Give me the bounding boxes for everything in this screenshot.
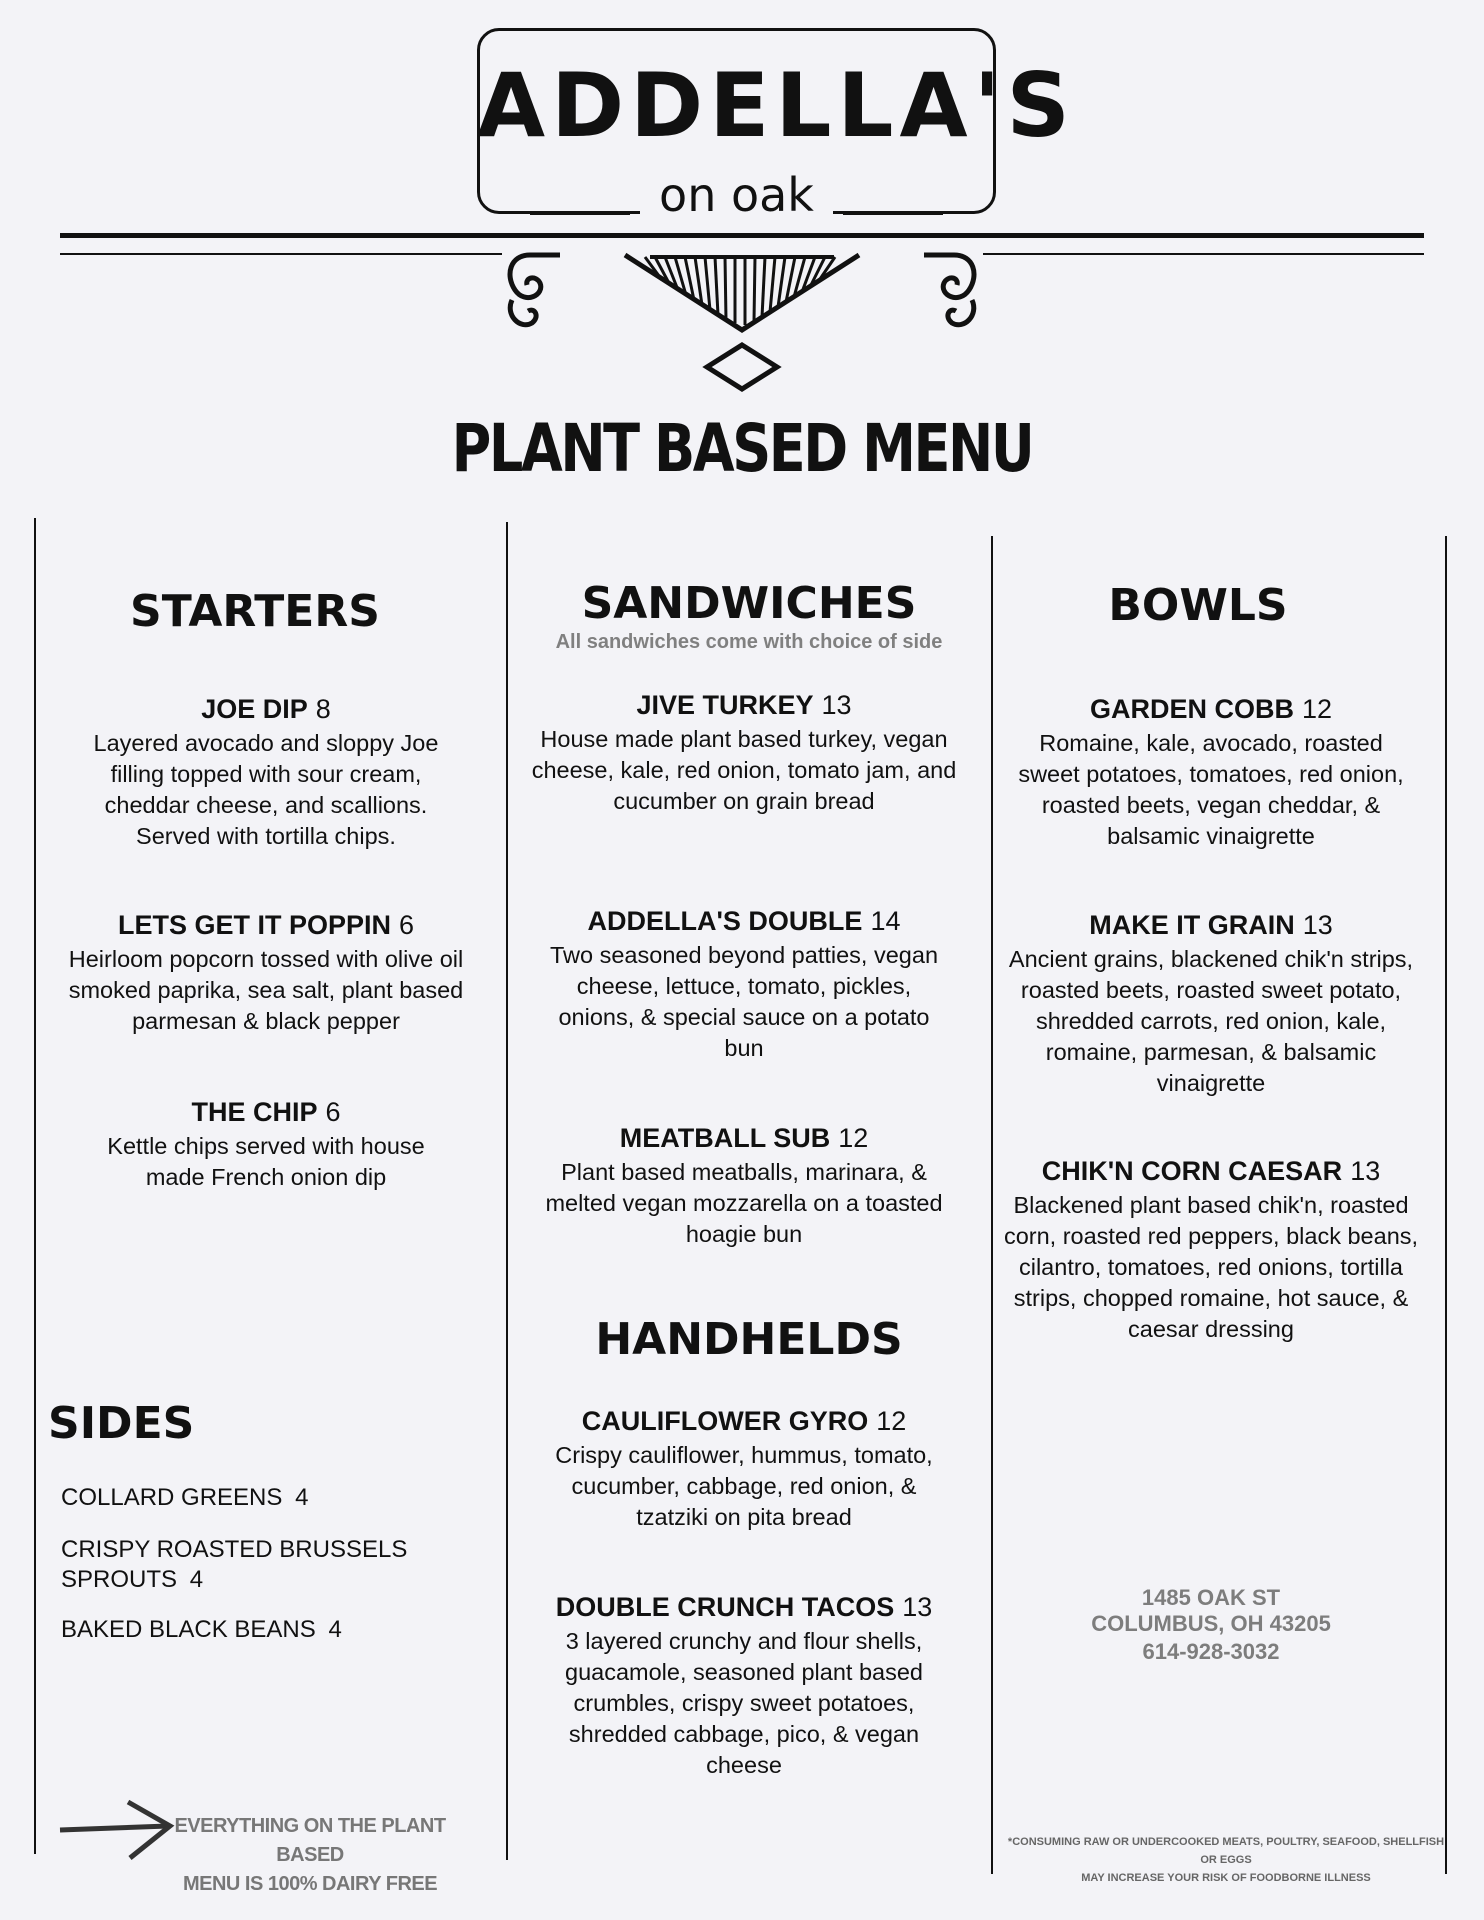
item-name: LETS GET IT POPPIN bbox=[117, 910, 391, 940]
menu-item bbox=[56, 908, 476, 1037]
address-street: 1485 OAK ST bbox=[1141, 1585, 1281, 1610]
address-city: COLUMBUS, OH 43205 bbox=[1091, 1611, 1331, 1636]
menu-item bbox=[56, 692, 476, 852]
logo-sub-rule-left bbox=[530, 213, 630, 215]
item-name: DOUBLE CRUNCH TACOS bbox=[555, 1592, 895, 1622]
side-item bbox=[61, 1483, 461, 1513]
item-name: MEATBALL SUB bbox=[619, 1123, 831, 1153]
menu-item bbox=[1003, 692, 1419, 852]
item-price: 4 bbox=[295, 1484, 309, 1511]
brand-name: ADDELLA'S bbox=[477, 54, 1076, 157]
warning-line2: MAY INCREASE YOUR RISK OF FOODBORNE ILLNESS bbox=[1081, 1872, 1371, 1884]
item-description: Plant based meatballs, marinara, & melted vegan mozzarella on a toasted hoagie bun bbox=[545, 1159, 943, 1247]
dairy-note-line1: EVERYTHING ON THE PLANT BASED bbox=[174, 1815, 446, 1866]
item-price: 6 bbox=[399, 910, 415, 940]
bowls-title: BOWLS bbox=[1108, 580, 1288, 631]
sandwiches-subtitle: All sandwiches come with choice of side bbox=[555, 631, 943, 653]
item-description: Romaine, kale, avocado, roasted sweet potatoes, tomatoes, red onion, roasted beets, vegan cheddar, & balsamic vinaigrette bbox=[1018, 730, 1404, 849]
item-price: 13 bbox=[1350, 1156, 1381, 1186]
item-name: MAKE IT GRAIN bbox=[1089, 910, 1295, 940]
warning-line1: *CONSUMING RAW OR UNDERCOOKED MEATS, POULTRY, SEAFOOD, SHELLFISH OR EGGS bbox=[1007, 1836, 1445, 1866]
item-price: 8 bbox=[315, 694, 331, 724]
item-price: 12 bbox=[1301, 694, 1333, 724]
menu-item bbox=[528, 904, 960, 1064]
item-price: 13 bbox=[902, 1592, 933, 1622]
menu-item bbox=[528, 688, 960, 817]
item-name: CAULIFLOWER GYRO bbox=[581, 1406, 869, 1436]
dairy-note-line2: MENU IS 100% DAIRY FREE bbox=[182, 1873, 438, 1895]
item-description: Blackened plant based chik'n, roasted corn, roasted red peppers, black beans, cilantro, tomatoes, red onions, tortilla strips, chopped romaine, hot sauce, & caesar dressing bbox=[1003, 1192, 1419, 1342]
logo-sub-rule-right bbox=[843, 213, 943, 215]
item-name: COLLARD GREENS bbox=[61, 1484, 283, 1511]
item-price: 6 bbox=[325, 1097, 341, 1127]
column-divider bbox=[1445, 536, 1447, 1874]
menu-item bbox=[528, 1404, 960, 1533]
restaurant-address bbox=[1003, 1585, 1419, 1665]
menu-item bbox=[1003, 1154, 1419, 1345]
item-name: ADDELLA'S DOUBLE bbox=[587, 906, 863, 936]
header-rule-thick bbox=[60, 233, 1424, 238]
consumption-warning bbox=[1003, 1833, 1449, 1887]
item-price: 13 bbox=[821, 690, 852, 720]
page-title: PLANT BASED MENU bbox=[451, 410, 1033, 487]
starters-title: STARTERS bbox=[130, 586, 380, 637]
side-item bbox=[61, 1535, 421, 1595]
sides-title: SIDES bbox=[48, 1398, 195, 1449]
menu-item bbox=[56, 1095, 476, 1193]
column-divider bbox=[506, 522, 508, 1860]
address-phone: 614-928-3032 bbox=[1142, 1639, 1280, 1664]
column-divider bbox=[34, 518, 36, 1854]
item-description: Two seasoned beyond patties, vegan cheese, lettuce, tomato, pickles, onions, & special sauce on a potato bun bbox=[549, 942, 939, 1061]
art-deco-ornament-icon bbox=[500, 245, 984, 395]
dairy-free-note bbox=[160, 1812, 460, 1899]
item-name: CRISPY ROASTED BRUSSELS SPROUTS bbox=[61, 1536, 408, 1593]
sandwiches-title: SANDWICHES bbox=[581, 578, 917, 629]
side-item bbox=[61, 1615, 461, 1645]
item-name: THE CHIP bbox=[191, 1097, 318, 1127]
menu-item bbox=[1003, 908, 1419, 1099]
item-description: Ancient grains, blackened chik'n strips, roasted beets, roasted sweet potato, shredded carrots, red onion, kale, romaine, parmesan, & balsamic vinaigrette bbox=[1008, 946, 1414, 1096]
item-price: 12 bbox=[876, 1406, 907, 1436]
handhelds-title: HANDHELDS bbox=[595, 1314, 903, 1365]
item-price: 14 bbox=[870, 906, 901, 936]
item-name: GARDEN COBB bbox=[1089, 694, 1294, 724]
brand-sub: on oak bbox=[640, 172, 833, 218]
header-rule-thin-left bbox=[60, 253, 502, 255]
item-price: 4 bbox=[328, 1616, 342, 1643]
item-description: Heirloom popcorn tossed with olive oil smoked paprika, sea salt, plant based parmesan & black pepper bbox=[68, 946, 464, 1034]
column-divider bbox=[991, 536, 993, 1874]
item-price: 13 bbox=[1302, 910, 1333, 940]
item-description: Layered avocado and sloppy Joe filling topped with sour cream, cheddar cheese, and scallions. Served with tortilla chips. bbox=[93, 730, 439, 849]
header-rule-thin-right bbox=[983, 253, 1424, 255]
menu-item bbox=[528, 1590, 960, 1781]
item-description: Kettle chips served with house made French onion dip bbox=[107, 1133, 425, 1190]
item-name: JIVE TURKEY bbox=[636, 690, 814, 720]
item-description: House made plant based turkey, vegan cheese, kale, red onion, tomato jam, and cucumber on grain bread bbox=[531, 726, 957, 814]
item-name: CHIK'N CORN CAESAR bbox=[1041, 1156, 1343, 1186]
item-description: 3 layered crunchy and flour shells, guacamole, seasoned plant based crumbles, crispy sweet potatoes, shredded cabbage, pico, & vegan cheese bbox=[565, 1628, 923, 1778]
item-description: Crispy cauliflower, hummus, tomato, cucumber, cabbage, red onion, & tzatziki on pita bread bbox=[555, 1442, 933, 1530]
item-name: BAKED BLACK BEANS bbox=[61, 1616, 316, 1643]
item-name: JOE DIP bbox=[201, 694, 308, 724]
item-price: 12 bbox=[838, 1123, 869, 1153]
menu-item bbox=[528, 1121, 960, 1250]
item-price: 4 bbox=[189, 1566, 204, 1593]
